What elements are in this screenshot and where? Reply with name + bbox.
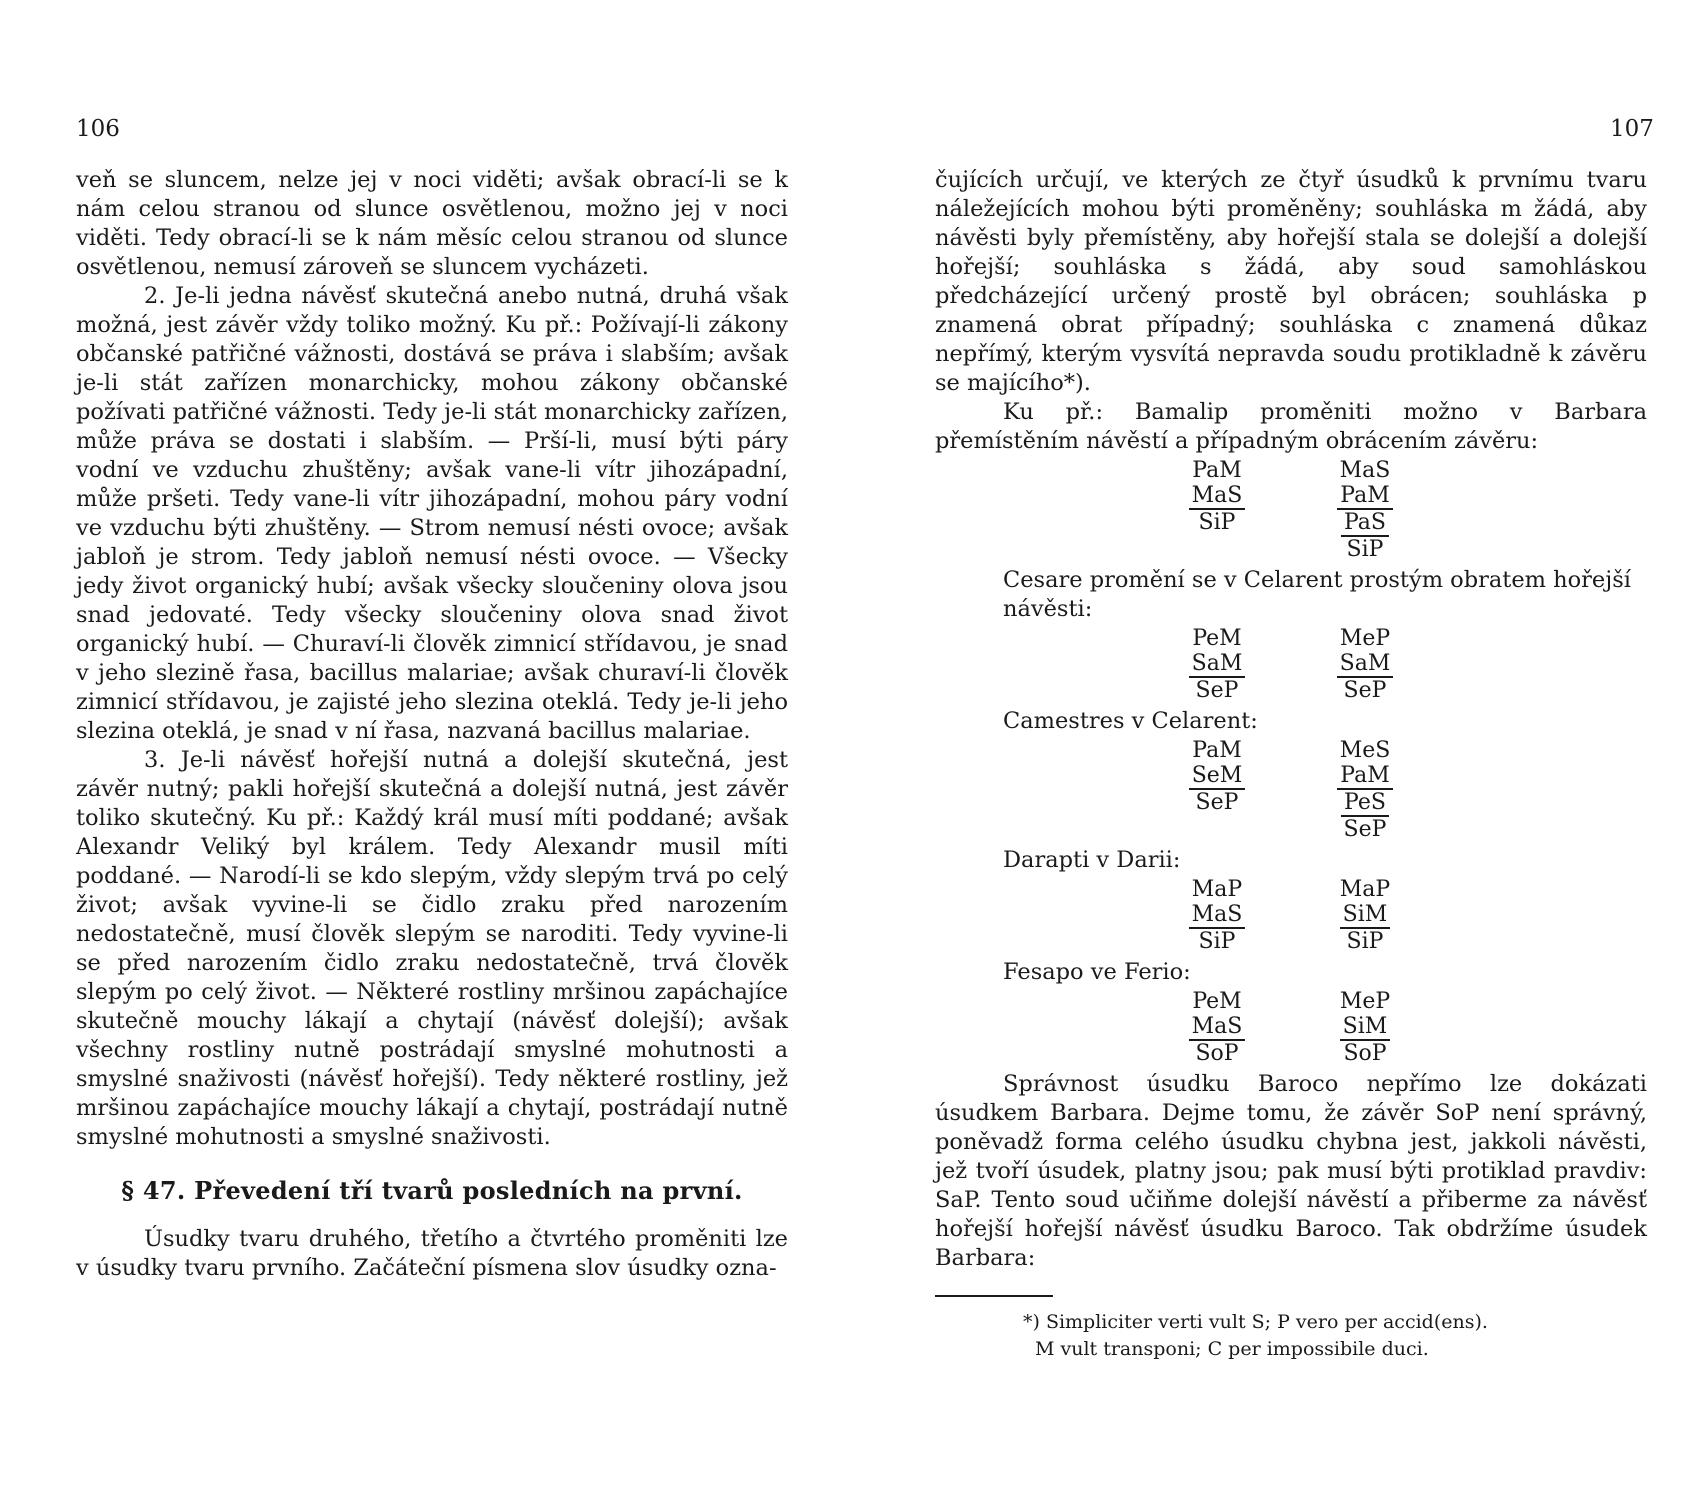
syllogism-label: Camestres v Celarent: — [1003, 708, 1258, 734]
proposition: MaS — [1339, 458, 1391, 483]
proposition: PaM — [1337, 763, 1392, 790]
proposition: SeM — [1189, 763, 1246, 790]
syllogism-right-column — [1335, 877, 1395, 954]
paragraph-continuation: veň se sluncem, nelze jej v noci viděti; avšak obrací-li se k nám celou stranou od slunce osvětlenou, možno jej v noci viděti. Tedy obrací-li se k nám měsíc celou stranou od slunce osvětlenou, nemusí zároveň se sluncem vycházeti. — [76, 167, 788, 280]
footnote-line-1: *) Simpliciter verti vult S; P vero per accid(ens). — [1023, 1311, 1488, 1333]
paragraph-continuation: čujících určují, ve kterých ze čtyř úsudků k prvnímu tvaru náležejících mohou býti proměněny; souhláska m žádá, aby návěsti byly přemístěny, aby hořejší stala se dolejší a dolejší hořejší; souhláska s žádá, aby soud samohláskou předcházející určený prostě byl obrácen; souhláska p znamená obrat případný; souhláska c znamená důkaz nepřímý, kterým vysvítá nepravda soudu protikladně k závěru se majícího*). — [935, 167, 1647, 396]
proposition: SiM — [1340, 902, 1391, 929]
proposition: MaS — [1189, 1014, 1246, 1041]
proposition: SaM — [1189, 651, 1246, 678]
proposition: PaM — [1337, 483, 1392, 510]
section-heading: § 47. Převedení tří tvarů posledních na první. — [121, 1176, 743, 1205]
footnote-rule — [935, 1295, 1053, 1297]
syllogism-figure — [935, 458, 1647, 562]
syllogism-right-column — [1335, 738, 1395, 842]
proposition: SiP — [1346, 537, 1384, 562]
proposition: SeP — [1343, 817, 1387, 842]
proposition: SiP — [1198, 510, 1236, 535]
proposition: SiM — [1340, 1014, 1391, 1041]
proposition: SaM — [1337, 651, 1394, 678]
syllogism-figure — [935, 877, 1647, 954]
syllogism-left-column — [1187, 626, 1247, 703]
proposition: SeP — [1195, 790, 1239, 815]
proposition: MeP — [1339, 989, 1391, 1014]
syllogism-label: Fesapo ve Ferio: — [1003, 959, 1191, 985]
proposition: PeM — [1192, 989, 1242, 1014]
proposition: MeS — [1339, 738, 1391, 763]
footnote-line-2: M vult transponi; C per impossibile duci. — [1035, 1338, 1429, 1360]
syllogism-label: Cesare promění se v Celarent prostým obratem hořejší návěsti: — [1003, 567, 1631, 622]
syllogism-right-column — [1335, 626, 1395, 703]
syllogism-figure — [935, 989, 1647, 1066]
syllogism-left-column — [1187, 877, 1247, 954]
example-intro: Ku př.: Bamalip proměniti možno v Barbara přemístěním návěstí a případným obrácením závěru: — [935, 399, 1647, 454]
proposition: PaM — [1192, 458, 1242, 483]
left-page-text — [76, 166, 788, 1283]
syllogism-left-column — [1187, 458, 1247, 562]
proposition: PaS — [1341, 510, 1389, 537]
syllogism-right-column — [1335, 989, 1395, 1066]
proposition: SeP — [1343, 678, 1387, 703]
paragraph-3: 3. Je-li návěsť hořejší nutná a dolejší skutečná, jest závěr nutný; pakli hořejší skutečná a dolejší nutná, jest závěr toliko skutečný. Ku př.: Každý král musí míti poddané; avšak Alexandr Veliký byl králem. Tedy Alexandr musil míti poddané. — Narodí-li se kdo slepým, vždy slepým trvá po celý život; avšak vyvine-li se čidlo zraku před narozením nedostatečně, musí člověk slepým se naroditi. Tedy vyvine-li se před narozením čidlo zraku nedostatečně, trvá člověk slepým po celý život. — Některé rostliny mršinou zapáchajíce skutečně mouchy lákají a chytají (návěsť dolejší); avšak všechny rostliny nutně postrádají smyslné mohutnosti a smyslné snaživosti (návěsť hořejší). Tedy některé rostliny, jež mršinou zapáchajíce mouchy lákají a chytají, postrádají nutně smyslné mohutnosti a smyslné snaživosti. — [76, 747, 788, 1150]
proposition: MaP — [1339, 877, 1391, 902]
syllogism-figure — [935, 738, 1647, 842]
syllogism-left-column — [1187, 989, 1247, 1066]
baroco-paragraph: Správnost úsudku Baroco nepřímo lze dokázati úsudkem Barbara. Dejme tomu, že závěr SoP není správný, poněvadž forma celého úsudku chybna jest, jakkoli návěsti, jež tvoří úsudek, platny jsou; pak musí býti protiklad pravdiv: SaP. Tento soud učiňme dolejší návěstí a přiberme za návěsť hořejší hořejší návěsť úsudku Baroco. Tak obdržíme úsudek Barbara: — [935, 1071, 1647, 1271]
syllogism-list — [935, 458, 1647, 1066]
right-page-text — [935, 166, 1647, 1363]
proposition: MaS — [1189, 483, 1246, 510]
proposition: MaP — [1191, 877, 1243, 902]
section-intro-paragraph: Úsudky tvaru druhého, třetího a čtvrtého proměniti lze v úsudky tvaru prvního. Začáteční písmena slov úsudky ozna- — [76, 1226, 788, 1281]
syllogism-figure — [935, 626, 1647, 703]
syllogism-left-column — [1187, 738, 1247, 842]
left-page-number: 106 — [76, 116, 120, 142]
proposition: SoP — [1195, 1041, 1239, 1066]
paragraph-2: 2. Je-li jedna návěsť skutečná anebo nutná, druhá však možná, jest závěr vždy toliko možný. Ku př.: Požívají-li zákony občanské patřičné vážnosti, dostává se práva i slabším; avšak je-li stát zařízen monarchicky, mohou zákony občanské požívati patřičné vážnosti. Tedy je-li stát monarchicky zařízen, může práva se dostati i slabším. — Prší-li, musí býti páry vodní ve vzduchu zhuštěny; avšak vane-li vítr jihozápadní, může pršeti. Tedy vane-li vítr jihozápadní, mohou páry vodní ve vzduchu býti zhuštěny. — Strom nemusí nésti ovoce; avšak jabloň je strom. Tedy jabloň nemusí nésti ovoce. — Všecky jedy život organický hubí; avšak všecky sloučeniny olova jsou snad jedovaté. Tedy všecky sloučeniny olova snad život organický hubí. — Churaví-li člověk zimnicí střídavou, je snad v jeho slezině řasa, bacillus malariae; avšak churaví-li člověk zimnicí střídavou, je zajisté jeho slezina oteklá. Tedy je-li jeho slezina oteklá, je snad v ní řasa, nazvaná bacillus malariae. — [76, 283, 788, 744]
proposition: PeS — [1341, 790, 1389, 817]
proposition: SiP — [1198, 929, 1236, 954]
syllogism-label: Darapti v Darii: — [1003, 847, 1181, 873]
syllogism-right-column — [1335, 458, 1395, 562]
proposition: SoP — [1343, 1041, 1387, 1066]
proposition: MeP — [1339, 626, 1391, 651]
right-page-number: 107 — [1610, 116, 1654, 142]
proposition: PaM — [1192, 738, 1242, 763]
proposition: SeP — [1195, 678, 1239, 703]
proposition: SiP — [1346, 929, 1384, 954]
proposition: MaS — [1189, 902, 1246, 929]
proposition: PeM — [1192, 626, 1242, 651]
